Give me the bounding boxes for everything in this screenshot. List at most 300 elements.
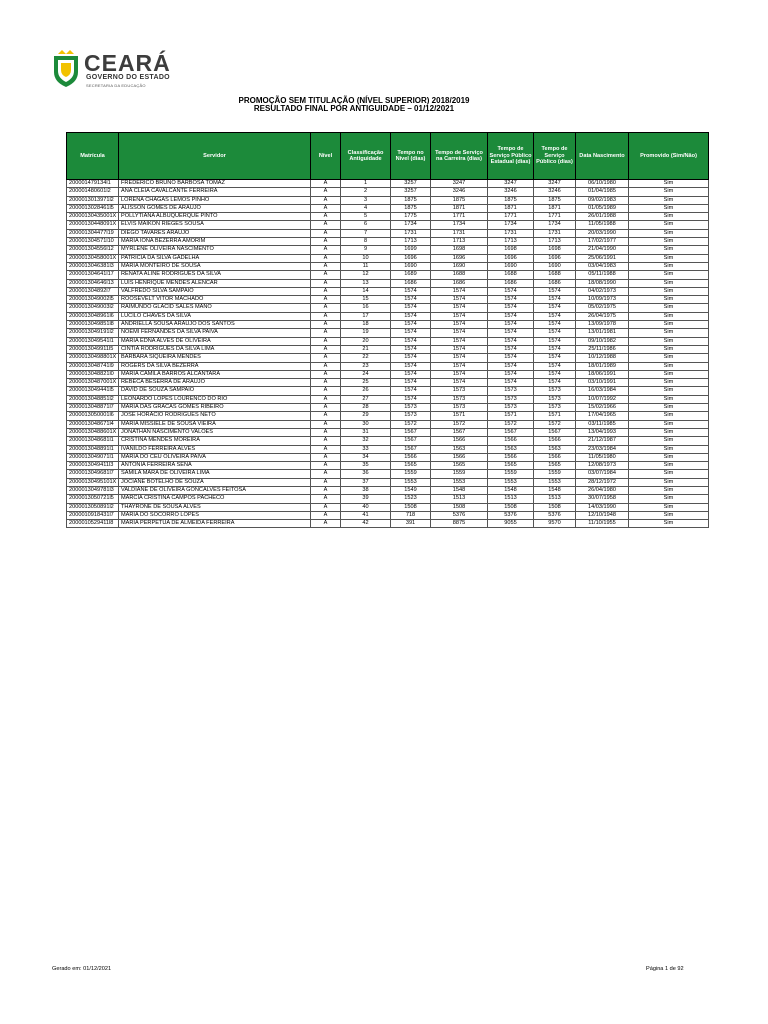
table-cell: 1513 [431, 495, 488, 503]
table-row [67, 246, 709, 254]
table-cell: 1574 [534, 304, 576, 312]
table-cell: 1573 [391, 412, 431, 420]
table-cell: Sim [629, 254, 709, 262]
table-cell: 1567 [391, 428, 431, 436]
document-title [0, 97, 708, 113]
table-cell: 2000013049003l2 [67, 304, 119, 312]
table-cell: 1574 [488, 345, 534, 353]
table-cell: 200001304646l13 [67, 279, 119, 287]
table-cell: 2000013049781l3 [67, 486, 119, 494]
table-cell: NOEMI FERNANDES DA SILVA PAIVA [119, 329, 311, 337]
table-cell: A [311, 296, 341, 304]
table-cell: 3257 [391, 180, 431, 188]
table-cell: Sim [629, 495, 709, 503]
table-cell: 1688 [534, 271, 576, 279]
table-cell: 23 [341, 362, 391, 370]
table-cell: 1566 [488, 453, 534, 461]
table-cell: 3257 [391, 188, 431, 196]
table-cell: 1 [341, 180, 391, 188]
table-cell: 9570 [534, 520, 576, 528]
table-cell: 1713 [431, 238, 488, 246]
table-cell: 7 [341, 229, 391, 237]
table-cell: Sim [629, 345, 709, 353]
table-cell: 1574 [488, 370, 534, 378]
table-row [67, 296, 709, 304]
table-cell: 20 [341, 337, 391, 345]
table-cell: 25 [341, 379, 391, 387]
table-cell: 30/07/1958 [576, 495, 629, 503]
table-cell: Sim [629, 229, 709, 237]
table-cell: RENATA ALINE RODRIGUES DA SILVA [119, 271, 311, 279]
table-cell: ELVIS MAIKON RIEGES SOUSA [119, 221, 311, 229]
table-cell: 2000013048871l7 [67, 404, 119, 412]
table-cell: 1574 [488, 354, 534, 362]
table-cell: 1553 [431, 478, 488, 486]
table-cell: 4 [341, 204, 391, 212]
table-cell: 1559 [488, 470, 534, 478]
table-cell: 1574 [431, 345, 488, 353]
table-cell: 1574 [431, 312, 488, 320]
table-cell: 34 [341, 453, 391, 461]
table-cell: 1775 [391, 213, 431, 221]
results-table [66, 132, 709, 528]
table-row [67, 387, 709, 395]
table-cell: 1875 [431, 196, 488, 204]
table-cell: 1508 [431, 503, 488, 511]
table-cell: 10/12/1988 [576, 354, 629, 362]
table-cell: A [311, 370, 341, 378]
table-cell: 1574 [391, 345, 431, 353]
table-cell: 1574 [431, 296, 488, 304]
table-cell: 38 [341, 486, 391, 494]
table-cell: A [311, 312, 341, 320]
table-cell: Sim [629, 279, 709, 287]
table-cell: THAYRONE DE SOUSA ALVES [119, 503, 311, 511]
table-cell: 04/02/1973 [576, 287, 629, 295]
table-cell: 1574 [488, 312, 534, 320]
table-cell: Sim [629, 312, 709, 320]
column-header: Tempo de Serviço na Carreira (dias) [431, 133, 488, 180]
table-cell: 1574 [534, 370, 576, 378]
table-cell: A [311, 445, 341, 453]
table-cell: LEONARDO LOPES LOURENCO DO RIO [119, 395, 311, 403]
table-cell: 26/01/1988 [576, 213, 629, 221]
table-cell: 1734 [391, 221, 431, 229]
table-cell: 1574 [391, 362, 431, 370]
table-cell: 1574 [391, 312, 431, 320]
table-cell: 1567 [431, 428, 488, 436]
column-header: Classificação Antiguidade [341, 133, 391, 180]
table-cell: ANTONIA FERREIRA SENA [119, 462, 311, 470]
table-cell: 5 [341, 213, 391, 221]
table-cell: Sim [629, 188, 709, 196]
table-row [67, 254, 709, 262]
table-cell: 1574 [431, 370, 488, 378]
table-cell: Sim [629, 412, 709, 420]
table-cell: 391 [391, 520, 431, 528]
table-cell: 25/11/1986 [576, 345, 629, 353]
table-row [67, 520, 709, 528]
table-cell: 200001304641l17 [67, 271, 119, 279]
table-body [67, 180, 709, 528]
table-cell: Sim [629, 503, 709, 511]
table-cell: 200001479134l1 [67, 180, 119, 188]
table-cell: DAVID DE SOUZA SAMPAIO [119, 387, 311, 395]
table-cell: 20000130498801X [67, 354, 119, 362]
table-cell: A [311, 321, 341, 329]
table-cell: 22 [341, 354, 391, 362]
table-header-row [67, 133, 709, 180]
table-cell: 3247 [431, 180, 488, 188]
table-cell: 1771 [431, 213, 488, 221]
table-cell: A [311, 262, 341, 270]
column-header: Data Nascimento [576, 133, 629, 180]
table-cell: Sim [629, 246, 709, 254]
table-cell: 1574 [534, 354, 576, 362]
table-cell: 3246 [534, 188, 576, 196]
table-cell: 3247 [534, 180, 576, 188]
column-header: Servidor [119, 133, 311, 180]
table-cell: 1690 [391, 262, 431, 270]
table-cell: 03/07/1984 [576, 470, 629, 478]
table-cell: 20/03/1990 [576, 229, 629, 237]
table-cell: 1690 [534, 262, 576, 270]
table-row [67, 329, 709, 337]
table-cell: 1574 [534, 312, 576, 320]
table-cell: 37 [341, 478, 391, 486]
table-cell: 1559 [431, 470, 488, 478]
table-cell: Sim [629, 287, 709, 295]
table-cell: A [311, 495, 341, 503]
table-row [67, 437, 709, 445]
table-cell: 5376 [534, 511, 576, 519]
table-cell: 1871 [488, 204, 534, 212]
table-row [67, 511, 709, 519]
table-cell: 20000130495101X [67, 478, 119, 486]
table-cell: Sim [629, 296, 709, 304]
table-cell: 1574 [488, 287, 534, 295]
table-cell: 21/12/1987 [576, 437, 629, 445]
table-cell: 1573 [431, 404, 488, 412]
table-cell: 1696 [488, 254, 534, 262]
table-cell: 1563 [488, 445, 534, 453]
table-cell: MARCIA CRISTINA CAMPOS PACHECO [119, 495, 311, 503]
table-cell: 20000130488601X [67, 428, 119, 436]
table-cell: A [311, 511, 341, 519]
table-cell: 26 [341, 387, 391, 395]
table-row [67, 304, 709, 312]
table-cell: POLLYTIANA ALBUQUERQUE PINTO [119, 213, 311, 221]
table-cell: 1523 [391, 495, 431, 503]
table-cell: MARIA EDNA ALVES DE OLIVEIRA [119, 337, 311, 345]
table-row [67, 312, 709, 320]
table-cell: 03/11/1985 [576, 420, 629, 428]
table-cell: 18/06/1991 [576, 370, 629, 378]
table-cell: 1559 [391, 470, 431, 478]
table-cell: 31 [341, 428, 391, 436]
logo-secretaria: SECRETARIA DA EDUCAÇÃO [86, 83, 146, 88]
table-cell: A [311, 204, 341, 212]
table-cell: 8875 [431, 520, 488, 528]
table-cell: 32 [341, 437, 391, 445]
table-cell: A [311, 404, 341, 412]
table-cell: PATRICIA DA SILVA GADELHA [119, 254, 311, 262]
table-cell: 1573 [488, 387, 534, 395]
table-cell: 14/03/1990 [576, 503, 629, 511]
table-cell: 1566 [488, 437, 534, 445]
table-cell: 1574 [488, 304, 534, 312]
table-cell: A [311, 387, 341, 395]
table-cell: 9055 [488, 520, 534, 528]
table-cell: A [311, 428, 341, 436]
table-cell: 2000013050891l2 [67, 503, 119, 511]
table-cell: 5376 [488, 511, 534, 519]
table-cell: 1563 [534, 445, 576, 453]
table-row [67, 445, 709, 453]
table-cell: 1508 [534, 503, 576, 511]
table-cell: 1513 [488, 495, 534, 503]
table-cell: Sim [629, 362, 709, 370]
table-cell: 28/12/1972 [576, 478, 629, 486]
table-cell: MARIA MISSIELE DE SOUSA VIEIRA [119, 420, 311, 428]
table-cell: Sim [629, 213, 709, 221]
table-cell: 1574 [431, 362, 488, 370]
table-cell: 18/08/1990 [576, 279, 629, 287]
table-cell: 2000013050001l6 [67, 412, 119, 420]
table-cell: MARIA DO SOCORRO LOPES [119, 511, 311, 519]
table-cell: A [311, 453, 341, 461]
table-row [67, 420, 709, 428]
table-cell: DIEGO TAVARES ARAUJO [119, 229, 311, 237]
table-cell: ANDRIELLA SOUSA ARAUJO DOS SANTOS [119, 321, 311, 329]
table-cell: 1553 [391, 478, 431, 486]
table-cell: A [311, 470, 341, 478]
table-cell: 1548 [488, 486, 534, 494]
table-cell: 2000013048671l4 [67, 420, 119, 428]
table-cell: A [311, 379, 341, 387]
table-cell: 200001304477l19 [67, 229, 119, 237]
table-cell: 1567 [534, 428, 576, 436]
table-cell: 1574 [431, 354, 488, 362]
table-cell: MARIA CAMILA BARROS ALCANTARA [119, 370, 311, 378]
table-cell: 1573 [391, 404, 431, 412]
table-row [67, 428, 709, 436]
table-cell: 1688 [431, 271, 488, 279]
table-cell: 2000013049071l1 [67, 453, 119, 461]
table-cell: 21 [341, 345, 391, 353]
table-cell: 06/10/1980 [576, 180, 629, 188]
generated-date: Gerado em: 01/12/2021 [52, 966, 112, 972]
table-cell: 41 [341, 511, 391, 519]
table-cell: 1698 [534, 246, 576, 254]
table-cell: 1696 [534, 254, 576, 262]
table-cell: 1565 [488, 462, 534, 470]
table-cell: Sim [629, 238, 709, 246]
table-cell: Sim [629, 486, 709, 494]
table-cell: 1565 [534, 462, 576, 470]
table-cell: 2000013049851l8 [67, 321, 119, 329]
table-cell: Sim [629, 445, 709, 453]
logo-title: CEARÁ [84, 50, 171, 76]
table-cell: 200001304571l10 [67, 238, 119, 246]
table-cell: 20000130435001X [67, 213, 119, 221]
table-cell: 2000010529411l8 [67, 520, 119, 528]
table-cell: IVANILDO FERREIRA ALVES [119, 445, 311, 453]
logo-subtitle: GOVERNO DO ESTADO [86, 74, 170, 81]
table-cell: A [311, 486, 341, 494]
table-cell: 1731 [431, 229, 488, 237]
table-row [67, 370, 709, 378]
table-cell: Sim [629, 470, 709, 478]
table-cell: 1875 [391, 204, 431, 212]
table-cell: Sim [629, 387, 709, 395]
table-cell: 1875 [534, 196, 576, 204]
table-cell: A [311, 271, 341, 279]
table-cell: 2000013048681l1 [67, 437, 119, 445]
table-cell: 1574 [391, 354, 431, 362]
table-cell: VALFREDO SILVA SAMPAIO [119, 287, 311, 295]
table-cell: A [311, 221, 341, 229]
table-cell: 1574 [431, 329, 488, 337]
table-cell: 1549 [391, 486, 431, 494]
table-cell: 1689 [391, 271, 431, 279]
table-cell: Sim [629, 329, 709, 337]
column-header: Nível [311, 133, 341, 180]
table-cell: 21/04/1990 [576, 246, 629, 254]
table-cell: 1686 [534, 279, 576, 287]
title-line-1: PROMOÇÃO SEM TITULAÇÃO (NÍVEL SUPERIOR) 2018/2019 [238, 96, 470, 105]
table-row [67, 503, 709, 511]
table-cell: 200001304556l12 [67, 246, 119, 254]
table-cell: 14 [341, 287, 391, 295]
table-row [67, 321, 709, 329]
table-cell: 1559 [534, 470, 576, 478]
table-cell: A [311, 196, 341, 204]
table-cell: 40 [341, 503, 391, 511]
table-row [67, 379, 709, 387]
table-cell: 1573 [488, 404, 534, 412]
table-cell: MARIA MONTEIRO DE SOUSA [119, 262, 311, 270]
table-cell: Sim [629, 395, 709, 403]
table-cell: Sim [629, 453, 709, 461]
table-row [67, 395, 709, 403]
table-row [67, 196, 709, 204]
table-cell: Sim [629, 404, 709, 412]
table-row [67, 453, 709, 461]
table-cell: 1698 [488, 246, 534, 254]
table-cell: A [311, 503, 341, 511]
table-cell: 27 [341, 395, 391, 403]
table-cell: Sim [629, 420, 709, 428]
table-cell: 13/04/1993 [576, 428, 629, 436]
table-cell: 1713 [534, 238, 576, 246]
table-cell: 1508 [488, 503, 534, 511]
table-cell: 1574 [534, 296, 576, 304]
table-row [67, 345, 709, 353]
table-cell: 2000013049002l5 [67, 296, 119, 304]
table-cell: 1573 [534, 387, 576, 395]
table-cell: A [311, 180, 341, 188]
table-cell: 01/04/1985 [576, 188, 629, 196]
page-number: Página 1 de 92 [646, 966, 684, 972]
table-cell: 13/09/1978 [576, 321, 629, 329]
table-cell: A [311, 188, 341, 196]
table-cell: ANA CLEIA CAVALCANTE FERREIRA [119, 188, 311, 196]
table-cell: 1573 [534, 404, 576, 412]
table-cell: 1574 [534, 321, 576, 329]
table-cell: 1567 [391, 445, 431, 453]
table-cell: LUCILO CHAVES DA SILVA [119, 312, 311, 320]
table-cell: 1731 [534, 229, 576, 237]
table-cell: Sim [629, 478, 709, 486]
table-cell: 15/02/1966 [576, 404, 629, 412]
table-row [67, 238, 709, 246]
table-cell: 1698 [431, 246, 488, 254]
table-cell: 1574 [391, 304, 431, 312]
table-cell: 28 [341, 404, 391, 412]
table-cell: 1508 [391, 503, 431, 511]
table-cell: 1696 [431, 254, 488, 262]
table-cell: 1686 [488, 279, 534, 287]
table-cell: 24 [341, 370, 391, 378]
table-cell: 1574 [534, 329, 576, 337]
table-cell: A [311, 345, 341, 353]
column-header: Tempo de Serviço Público Estadual (dias) [488, 133, 534, 180]
column-header: Promovido (Sim/Não) [629, 133, 709, 180]
table-cell: A [311, 246, 341, 254]
table-cell: 1574 [534, 379, 576, 387]
table-cell: 1574 [431, 304, 488, 312]
table-cell: 39 [341, 495, 391, 503]
table-cell: 12 [341, 271, 391, 279]
table-cell: Sim [629, 428, 709, 436]
table-cell: 05/02/1975 [576, 304, 629, 312]
table-cell: 11 [341, 262, 391, 270]
table-cell: 1574 [391, 395, 431, 403]
table-cell: 23/03/1984 [576, 445, 629, 453]
table-cell: 1574 [431, 337, 488, 345]
table-cell: 18 [341, 321, 391, 329]
table-cell: A [311, 437, 341, 445]
table-cell: 1686 [431, 279, 488, 287]
table-cell: 2000013048741l9 [67, 362, 119, 370]
table-cell: 1690 [431, 262, 488, 270]
table-cell: 1573 [534, 395, 576, 403]
table-cell: 8 [341, 238, 391, 246]
table-row [67, 188, 709, 196]
table-row [67, 462, 709, 470]
table-cell: 1574 [534, 287, 576, 295]
table-cell: 1572 [431, 420, 488, 428]
table-cell: 1566 [391, 453, 431, 461]
table-cell: 11/05/1988 [576, 221, 629, 229]
table-cell: MARIA DO CEU OLIVEIRA PAIVA [119, 453, 311, 461]
table-cell: 1574 [391, 321, 431, 329]
table-cell: FREDERICO BRUNO BARBOSA TOMAZ [119, 180, 311, 188]
table-cell: 200001304892l7 [67, 287, 119, 295]
title-line-2: RESULTADO FINAL POR ANTIGUIDADE – 01/12/2021 [253, 104, 455, 113]
table-cell: 2000013049441l5 [67, 387, 119, 395]
table-row [67, 354, 709, 362]
table-cell: 2000013049411l3 [67, 462, 119, 470]
table-cell: 2000010918431l7 [67, 511, 119, 519]
table-cell: Sim [629, 379, 709, 387]
table-cell: Sim [629, 354, 709, 362]
table-cell: BARBARA SIQUEIRA MENDES [119, 354, 311, 362]
table-cell: Sim [629, 204, 709, 212]
table-cell: 1574 [488, 321, 534, 329]
table-cell: 1734 [534, 221, 576, 229]
